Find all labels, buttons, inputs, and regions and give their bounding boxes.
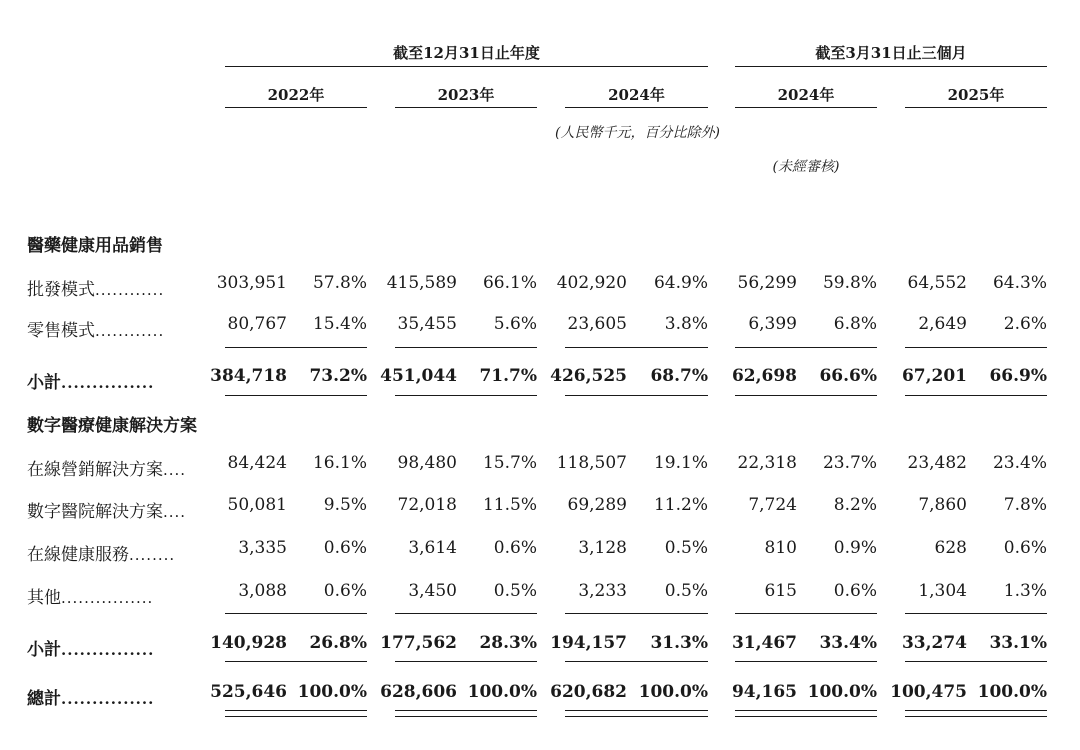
row-label: 數字醫院解決方案.... [27,502,187,522]
amount-cell: 64,552 [907,273,967,293]
amount-cell: 3,088 [238,581,287,601]
subtotal-rule [395,613,537,614]
subtotal-rule [395,395,537,396]
percent-cell: 31.3% [650,633,708,653]
amount-cell: 3,450 [408,581,457,601]
amount-cell: 98,480 [397,453,457,473]
percent-cell: 0.6% [493,538,537,558]
header-year-rule [395,107,537,108]
amount-cell: 628 [934,538,967,558]
header-quarter-2025: 2025年 [947,86,1005,104]
section-title: 醫藥健康用品銷售 [27,236,163,256]
subtotal-rule [225,661,367,662]
subtotal-rule [225,613,367,614]
percent-cell: 71.7% [479,366,537,386]
total-label: 總計............... [27,689,155,709]
percent-cell: 0.6% [323,538,367,558]
percent-cell: 5.6% [493,314,537,334]
amount-cell: 69,289 [567,495,627,515]
amount-cell: 7,860 [918,495,967,515]
header-year-rule [225,107,367,108]
amount-cell: 140,928 [210,633,287,653]
percent-cell: 0.5% [664,581,708,601]
percent-cell: 100.0% [807,682,877,702]
percent-cell: 100.0% [977,682,1047,702]
header-group-quarter: 截至3月31日止三個月 [815,44,967,62]
amount-cell: 2,649 [918,314,967,334]
header-year-2024: 2024年 [608,86,665,104]
amount-cell: 7,724 [748,495,797,515]
amount-cell: 33,274 [901,633,967,653]
subtotal-rule [395,661,537,662]
amount-cell: 3,335 [238,538,287,558]
header-year-rule [905,107,1047,108]
amount-cell: 50,081 [227,495,287,515]
subtotal-rule [565,613,708,614]
row-label: 在線營銷解決方案.... [27,460,187,480]
percent-cell: 33.1% [989,633,1047,653]
row-label: 零售模式............ [27,321,165,341]
header-group-year-rule [225,66,708,67]
amount-cell: 177,562 [380,633,457,653]
percent-cell: 16.1% [312,453,367,473]
row-label: 在線健康服務........ [27,545,176,565]
amount-cell: 384,718 [210,366,287,386]
subtotal-rule [905,613,1047,614]
subtotal-rule [225,347,367,348]
total-double-rule [225,710,367,717]
percent-cell: 33.4% [819,633,877,653]
amount-cell: 402,920 [556,273,627,293]
percent-cell: 57.8% [312,273,367,293]
subtotal-label: 小計............... [27,373,155,393]
amount-cell: 94,165 [731,682,797,702]
total-double-rule [395,710,537,717]
amount-cell: 118,507 [556,453,627,473]
percent-cell: 11.2% [653,495,708,515]
amount-cell: 415,589 [386,273,457,293]
percent-cell: 100.0% [467,682,537,702]
amount-cell: 100,475 [890,682,967,702]
header-year-rule [565,107,708,108]
percent-cell: 59.8% [822,273,877,293]
percent-cell: 15.7% [482,453,537,473]
percent-cell: 100.0% [638,682,708,702]
amount-cell: 23,605 [567,314,627,334]
subtotal-rule [565,395,708,396]
header-group-quarter-rule [735,66,1047,67]
unit-note: (人民幣千元，百分比除外) [555,125,720,141]
total-double-rule [905,710,1047,717]
subtotal-rule [565,661,708,662]
percent-cell: 0.5% [493,581,537,601]
percent-cell: 3.8% [664,314,708,334]
percent-cell: 6.8% [833,314,877,334]
percent-cell: 68.7% [650,366,708,386]
subtotal-rule [395,347,537,348]
subtotal-rule [565,347,708,348]
row-label: 其他................ [27,588,154,608]
percent-cell: 0.6% [323,581,367,601]
subtotal-rule [905,661,1047,662]
amount-cell: 23,482 [907,453,967,473]
header-quarter-2024: 2024年 [777,86,835,104]
amount-cell: 84,424 [227,453,287,473]
percent-cell: 64.9% [653,273,708,293]
amount-cell: 1,304 [918,581,967,601]
percent-cell: 9.5% [323,495,367,515]
percent-cell: 73.2% [309,366,367,386]
amount-cell: 31,467 [731,633,797,653]
section-title: 數字醫療健康解決方案 [27,416,197,436]
header-year-2023: 2023年 [437,86,495,104]
amount-cell: 620,682 [550,682,627,702]
amount-cell: 194,157 [550,633,627,653]
subtotal-label: 小計............... [27,640,155,660]
amount-cell: 525,646 [210,682,287,702]
amount-cell: 3,233 [578,581,627,601]
percent-cell: 11.5% [482,495,537,515]
percent-cell: 15.4% [312,314,367,334]
subtotal-rule [735,395,877,396]
subtotal-rule [735,661,877,662]
percent-cell: 23.4% [992,453,1047,473]
header-year-2022: 2022年 [267,86,325,104]
total-double-rule [565,710,708,717]
amount-cell: 67,201 [901,366,967,386]
subtotal-rule [735,347,877,348]
amount-cell: 22,318 [737,453,797,473]
percent-cell: 26.8% [309,633,367,653]
amount-cell: 303,951 [216,273,287,293]
percent-cell: 0.9% [833,538,877,558]
percent-cell: 64.3% [992,273,1047,293]
percent-cell: 0.6% [1003,538,1047,558]
subtotal-rule [735,613,877,614]
percent-cell: 1.3% [1003,581,1047,601]
percent-cell: 100.0% [297,682,367,702]
percent-cell: 0.6% [833,581,877,601]
amount-cell: 3,128 [578,538,627,558]
amount-cell: 426,525 [550,366,627,386]
amount-cell: 810 [764,538,797,558]
amount-cell: 628,606 [380,682,457,702]
amount-cell: 3,614 [408,538,457,558]
unaudited-note: (未經審核) [772,159,840,175]
subtotal-rule [905,395,1047,396]
percent-cell: 23.7% [822,453,877,473]
percent-cell: 66.1% [482,273,537,293]
total-double-rule [735,710,877,717]
amount-cell: 6,399 [748,314,797,334]
amount-cell: 72,018 [397,495,457,515]
percent-cell: 8.2% [833,495,877,515]
percent-cell: 0.5% [664,538,708,558]
amount-cell: 56,299 [737,273,797,293]
percent-cell: 19.1% [653,453,708,473]
percent-cell: 66.6% [819,366,877,386]
amount-cell: 615 [764,581,797,601]
subtotal-rule [905,347,1047,348]
amount-cell: 62,698 [731,366,797,386]
header-group-year: 截至12月31日止年度 [393,44,540,62]
row-label: 批發模式............ [27,280,165,300]
header-year-rule [735,107,877,108]
percent-cell: 2.6% [1003,314,1047,334]
amount-cell: 35,455 [397,314,457,334]
amount-cell: 80,767 [227,314,287,334]
amount-cell: 451,044 [380,366,457,386]
percent-cell: 66.9% [989,366,1047,386]
percent-cell: 7.8% [1003,495,1047,515]
subtotal-rule [225,395,367,396]
percent-cell: 28.3% [479,633,537,653]
